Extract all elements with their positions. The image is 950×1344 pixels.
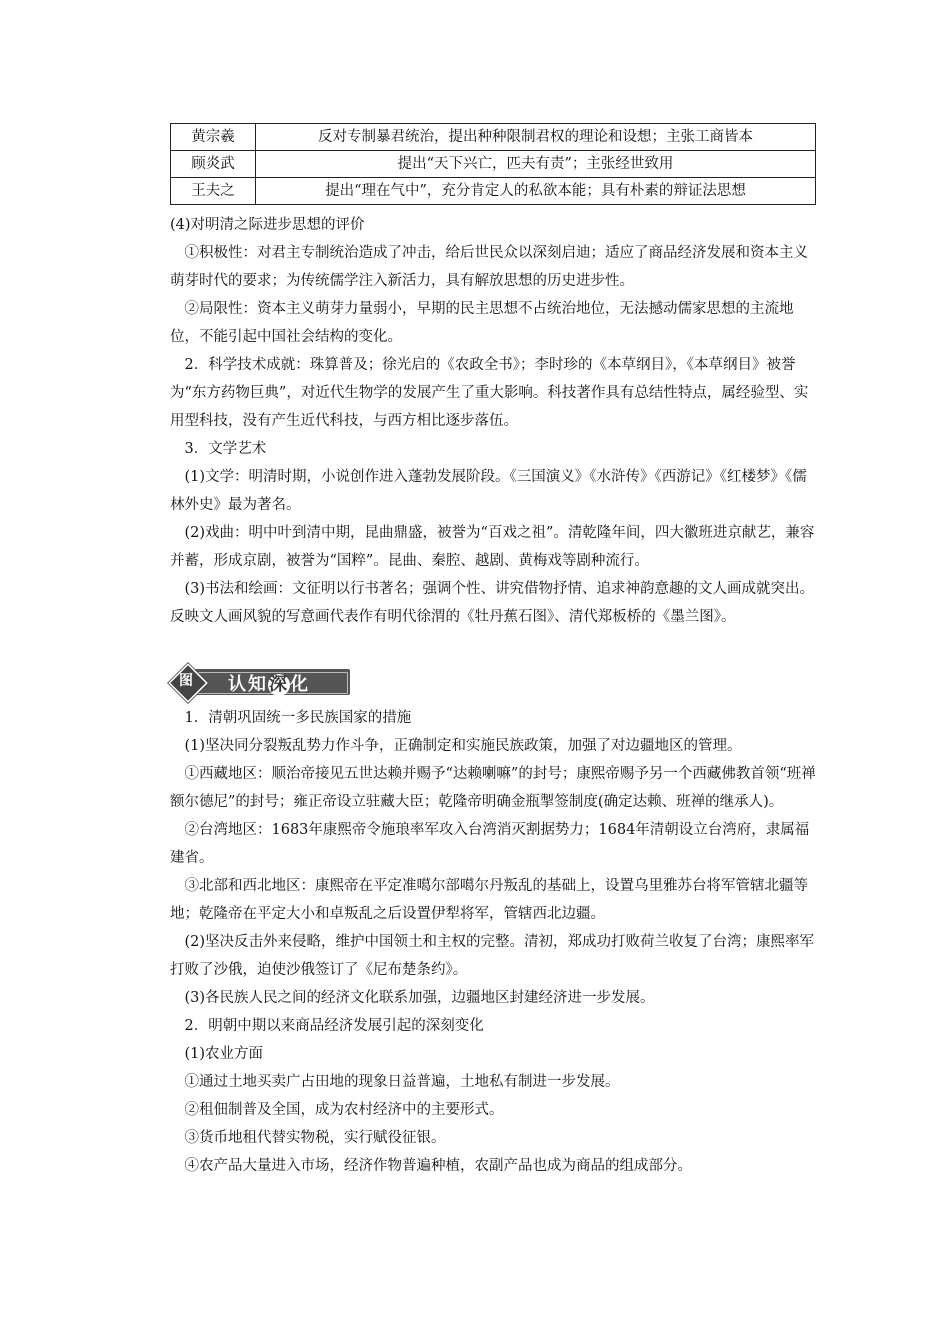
- thinker-name: 顾炎武: [171, 151, 256, 178]
- thinkers-table: [170, 123, 816, 205]
- paragraph: ①通过土地买卖广占田地的现象日益普遍，土地私有制进一步发展。: [184, 1074, 620, 1090]
- badge-title: 认知深化: [228, 674, 310, 695]
- paragraph: (2)戏曲：明中叶到清中期，昆曲鼎盛，被誉为“百戏之祖”。清乾隆年间，四大徽班进京献艺，兼容并蓄，形成京剧，被誉为“国粹”。昆曲、秦腔、越剧、黄梅戏等剧种流行。: [170, 525, 815, 569]
- paragraph: (4)对明清之际进步思想的评价: [170, 217, 365, 233]
- paragraph: (1)坚决同分裂叛乱势力作斗争，正确制定和实施民族政策，加强了对边疆地区的管理。: [184, 738, 742, 754]
- table-row: [171, 124, 816, 151]
- table-row: [171, 178, 816, 205]
- paragraph: ②局限性：资本主义萌芽力量弱小，早期的民主思想不占统治地位，无法撼动儒家思想的主流地位，不能引起中国社会结构的变化。: [170, 301, 794, 345]
- paragraph: ③北部和西北地区：康熙帝在平定准噶尔部噶尔丹叛乱的基础上，设置乌里雅苏台将军管辖北疆等地；乾隆帝在平定大小和卓叛乱之后设置伊犁将军，管辖西北边疆。: [170, 878, 808, 922]
- thinker-idea: 反对专制暴君统治，提出种种限制君权的理论和设想；主张工商皆本: [256, 124, 816, 151]
- paragraph: 1．清朝巩固统一多民族国家的措施: [184, 710, 412, 726]
- paragraph: 3．文学艺术: [184, 441, 267, 457]
- thinker-idea: 提出“天下兴亡，匹夫有责”；主张经世致用: [256, 151, 816, 178]
- paragraph: ②台湾地区：1683年康熙帝令施琅率军攻入台湾消灭割据势力；1684年清朝设立台湾府，隶属福建省。: [170, 822, 810, 866]
- paragraph: 2．科学技术成就：珠算普及；徐光启的《农政全书》；李时珍的《本草纲目》，《本草纲目》被誉为“东方药物巨典”，对近代生物学的发展产生了重大影响。科技著作具有总结性特点，属经验型、实用型科技，没有产生近代科技，与西方相比逐步落伍。: [170, 357, 809, 429]
- paragraph: (3)各民族人民之间的经济文化联系加强，边疆地区封建经济进一步发展。: [184, 990, 655, 1006]
- paragraph: 2．明朝中期以来商品经济发展引起的深刻变化: [184, 1018, 484, 1034]
- section-upper: [170, 211, 816, 631]
- section-lower: [170, 704, 816, 1180]
- badge-circle-char: 深: [269, 674, 289, 695]
- badge-glyph: 图: [179, 673, 193, 689]
- paragraph: ②租佃制普及全国，成为农村经济中的主要形式。: [184, 1102, 504, 1118]
- paragraph: (2)坚决反击外来侵略，维护中国领土和主权的完整。清初，郑成功打败荷兰收复了台湾；康熙率军打败了沙俄，迫使沙俄签订了《尼布楚条约》。: [170, 934, 815, 978]
- paragraph: ①西藏地区：顺治帝接见五世达赖并赐予“达赖喇嘛”的封号；康熙帝赐予另一个西藏佛教首领“班禅额尔德尼”的封号；雍正帝设立驻藏大臣；乾隆帝明确金瓶掣签制度(确定达赖、班禅的继承人)。: [170, 766, 816, 810]
- table-row: [171, 151, 816, 178]
- paragraph: (1)文学：明清时期，小说创作进入蓬勃发展阶段。《三国演义》《水浒传》《西游记》《红楼梦》《儒林外史》最为著名。: [170, 469, 807, 513]
- paragraph: (3)书法和绘画：文征明以行书著名；强调个性、讲究借物抒情、追求神韵意趣的文人画成就突出。反映文人画风貌的写意画代表作有明代徐渭的《牡丹蕉石图》、清代郑板桥的《墨兰图》。: [170, 581, 815, 625]
- paragraph: ③货币地租代替实物税，实行赋役征银。: [184, 1130, 446, 1146]
- section-badge: [170, 665, 352, 697]
- thinker-name: 王夫之: [171, 178, 256, 205]
- paragraph: ①积极性：对君主专制统治造成了冲击，给后世民众以深刻启迪；适应了商品经济发展和资本主义萌芽时代的要求；为传统儒学注入新活力，具有解放思想的历史进步性。: [170, 245, 808, 289]
- paragraph: (1)农业方面: [184, 1046, 264, 1062]
- paragraph: ④农产品大量进入市场，经济作物普遍种植，农副产品也成为商品的组成部分。: [184, 1158, 692, 1174]
- thinker-idea: 提出“理在气中”，充分肯定人的私欲本能；具有朴素的辩证法思想: [256, 178, 816, 205]
- thinker-name: 黄宗羲: [171, 124, 256, 151]
